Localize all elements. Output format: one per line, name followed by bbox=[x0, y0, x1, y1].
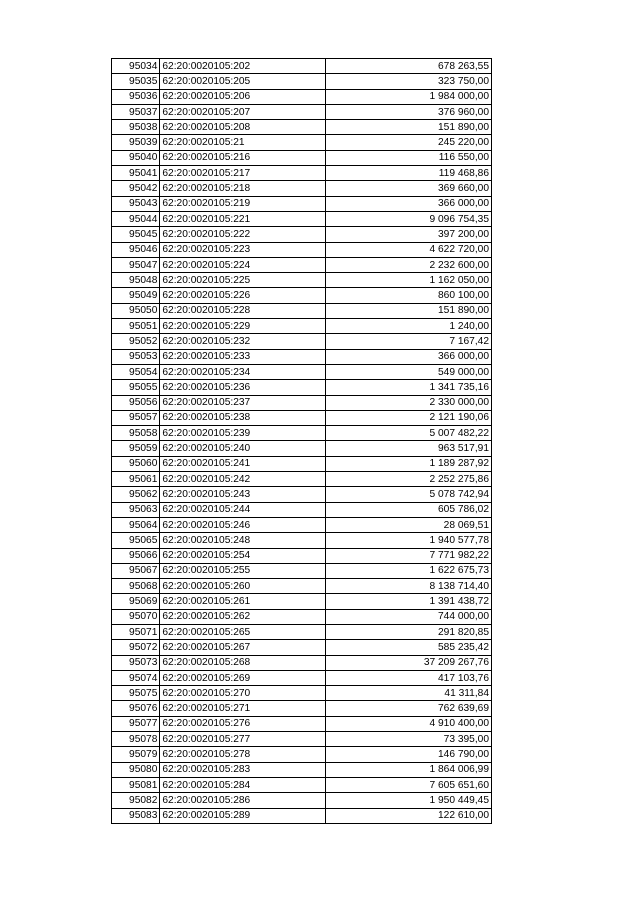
row-number-cell: 95065 bbox=[112, 533, 160, 548]
row-number-cell: 95079 bbox=[112, 747, 160, 762]
table-row bbox=[112, 716, 492, 731]
cadastral-number-cell: 62:20:0020105:260 bbox=[160, 579, 325, 594]
cadastral-number-cell: 62:20:0020105:267 bbox=[160, 640, 325, 655]
row-number-cell: 95052 bbox=[112, 334, 160, 349]
row-number-cell: 95056 bbox=[112, 395, 160, 410]
row-number-cell: 95067 bbox=[112, 563, 160, 578]
cadastral-number-cell: 62:20:0020105:236 bbox=[160, 380, 325, 395]
cadastral-number-cell: 62:20:0020105:238 bbox=[160, 410, 325, 425]
cadastral-value-cell: 116 550,00 bbox=[325, 150, 491, 165]
row-number-cell: 95047 bbox=[112, 257, 160, 272]
cadastral-number-cell: 62:20:0020105:218 bbox=[160, 181, 325, 196]
table-row bbox=[112, 273, 492, 288]
table-row bbox=[112, 426, 492, 441]
cadastral-value-cell: 744 000,00 bbox=[325, 609, 491, 624]
cadastral-number-cell: 62:20:0020105:248 bbox=[160, 533, 325, 548]
cadastral-number-cell: 62:20:0020105:234 bbox=[160, 364, 325, 379]
cadastral-value-cell: 2 121 190,06 bbox=[325, 410, 491, 425]
table-row bbox=[112, 594, 492, 609]
row-number-cell: 95049 bbox=[112, 288, 160, 303]
table-row bbox=[112, 808, 492, 823]
row-number-cell: 95072 bbox=[112, 640, 160, 655]
table-row bbox=[112, 686, 492, 701]
cadastral-value-cell: 963 517,91 bbox=[325, 441, 491, 456]
row-number-cell: 95051 bbox=[112, 319, 160, 334]
row-number-cell: 95053 bbox=[112, 349, 160, 364]
table-body bbox=[112, 59, 492, 824]
table-row bbox=[112, 334, 492, 349]
cadastral-value-cell: 366 000,00 bbox=[325, 349, 491, 364]
cadastral-value-cell: 7 605 651,60 bbox=[325, 777, 491, 792]
table-row bbox=[112, 288, 492, 303]
cadastral-value-cell: 549 000,00 bbox=[325, 364, 491, 379]
row-number-cell: 95054 bbox=[112, 364, 160, 379]
cadastral-number-cell: 62:20:0020105:229 bbox=[160, 319, 325, 334]
row-number-cell: 95057 bbox=[112, 410, 160, 425]
table-row bbox=[112, 579, 492, 594]
row-number-cell: 95069 bbox=[112, 594, 160, 609]
row-number-cell: 95070 bbox=[112, 609, 160, 624]
cadastral-number-cell: 62:20:0020105:277 bbox=[160, 732, 325, 747]
cadastral-value-cell: 73 395,00 bbox=[325, 732, 491, 747]
cadastral-number-cell: 62:20:0020105:228 bbox=[160, 303, 325, 318]
row-number-cell: 95042 bbox=[112, 181, 160, 196]
cadastral-number-cell: 62:20:0020105:205 bbox=[160, 74, 325, 89]
cadastral-number-cell: 62:20:0020105:224 bbox=[160, 257, 325, 272]
table-row bbox=[112, 456, 492, 471]
cadastral-number-cell: 62:20:0020105:243 bbox=[160, 487, 325, 502]
row-number-cell: 95075 bbox=[112, 686, 160, 701]
cadastral-number-cell: 62:20:0020105:270 bbox=[160, 686, 325, 701]
cadastral-value-cell: 1 950 449,45 bbox=[325, 793, 491, 808]
cadastral-number-cell: 62:20:0020105:221 bbox=[160, 211, 325, 226]
row-number-cell: 95048 bbox=[112, 273, 160, 288]
cadastral-value-cell: 7 167,42 bbox=[325, 334, 491, 349]
cadastral-value-cell: 2 330 000,00 bbox=[325, 395, 491, 410]
table-row bbox=[112, 319, 492, 334]
cadastral-number-cell: 62:20:0020105:246 bbox=[160, 517, 325, 532]
cadastral-value-cell: 585 235,42 bbox=[325, 640, 491, 655]
table-row bbox=[112, 120, 492, 135]
cadastral-number-cell: 62:20:0020105:239 bbox=[160, 426, 325, 441]
table-row bbox=[112, 472, 492, 487]
cadastral-number-cell: 62:20:0020105:269 bbox=[160, 670, 325, 685]
cadastral-number-cell: 62:20:0020105:219 bbox=[160, 196, 325, 211]
cadastral-value-cell: 1 240,00 bbox=[325, 319, 491, 334]
table-row bbox=[112, 181, 492, 196]
row-number-cell: 95034 bbox=[112, 59, 160, 74]
cadastral-number-cell: 62:20:0020105:206 bbox=[160, 89, 325, 104]
cadastral-number-cell: 62:20:0020105:262 bbox=[160, 609, 325, 624]
row-number-cell: 95080 bbox=[112, 762, 160, 777]
cadastral-value-cell: 397 200,00 bbox=[325, 227, 491, 242]
table-row bbox=[112, 395, 492, 410]
table-row bbox=[112, 487, 492, 502]
row-number-cell: 95062 bbox=[112, 487, 160, 502]
table-row bbox=[112, 793, 492, 808]
cadastral-value-cell: 7 771 982,22 bbox=[325, 548, 491, 563]
table-row bbox=[112, 533, 492, 548]
table-row bbox=[112, 548, 492, 563]
table-row bbox=[112, 640, 492, 655]
cadastral-number-cell: 62:20:0020105:240 bbox=[160, 441, 325, 456]
cadastral-value-cell: 1 984 000,00 bbox=[325, 89, 491, 104]
cadastral-number-cell: 62:20:0020105:237 bbox=[160, 395, 325, 410]
cadastral-number-cell: 62:20:0020105:284 bbox=[160, 777, 325, 792]
row-number-cell: 95060 bbox=[112, 456, 160, 471]
table-row bbox=[112, 364, 492, 379]
cadastral-number-cell: 62:20:0020105:268 bbox=[160, 655, 325, 670]
row-number-cell: 95083 bbox=[112, 808, 160, 823]
cadastral-number-cell: 62:20:0020105:232 bbox=[160, 334, 325, 349]
table-row bbox=[112, 59, 492, 74]
row-number-cell: 95073 bbox=[112, 655, 160, 670]
table-row bbox=[112, 747, 492, 762]
table-row bbox=[112, 150, 492, 165]
row-number-cell: 95035 bbox=[112, 74, 160, 89]
row-number-cell: 95078 bbox=[112, 732, 160, 747]
row-number-cell: 95068 bbox=[112, 579, 160, 594]
row-number-cell: 95058 bbox=[112, 426, 160, 441]
row-number-cell: 95055 bbox=[112, 380, 160, 395]
row-number-cell: 95059 bbox=[112, 441, 160, 456]
cadastral-value-cell: 151 890,00 bbox=[325, 120, 491, 135]
cadastral-number-cell: 62:20:0020105:286 bbox=[160, 793, 325, 808]
table-row bbox=[112, 349, 492, 364]
table-row bbox=[112, 624, 492, 639]
cadastral-value-cell: 5 007 482,22 bbox=[325, 426, 491, 441]
row-number-cell: 95043 bbox=[112, 196, 160, 211]
cadastral-value-cell: 605 786,02 bbox=[325, 502, 491, 517]
cadastral-value-cell: 9 096 754,35 bbox=[325, 211, 491, 226]
table-row bbox=[112, 670, 492, 685]
cadastral-value-cell: 146 790,00 bbox=[325, 747, 491, 762]
table-row bbox=[112, 89, 492, 104]
cadastral-number-cell: 62:20:0020105:244 bbox=[160, 502, 325, 517]
cadastral-value-cell: 762 639,69 bbox=[325, 701, 491, 716]
cadastral-number-cell: 62:20:0020105:207 bbox=[160, 104, 325, 119]
cadastral-number-cell: 62:20:0020105:208 bbox=[160, 120, 325, 135]
table-row bbox=[112, 166, 492, 181]
cadastral-value-cell: 1 341 735,16 bbox=[325, 380, 491, 395]
table-row bbox=[112, 410, 492, 425]
cadastral-value-cell: 1 162 050,00 bbox=[325, 273, 491, 288]
cadastral-value-cell: 8 138 714,40 bbox=[325, 579, 491, 594]
cadastral-value-cell: 2 252 275,86 bbox=[325, 472, 491, 487]
table-row bbox=[112, 762, 492, 777]
cadastral-number-cell: 62:20:0020105:226 bbox=[160, 288, 325, 303]
cadastral-value-cell: 245 220,00 bbox=[325, 135, 491, 150]
cadastral-value-cell: 678 263,55 bbox=[325, 59, 491, 74]
cadastral-value-cell: 151 890,00 bbox=[325, 303, 491, 318]
cadastral-number-cell: 62:20:0020105:233 bbox=[160, 349, 325, 364]
cadastral-number-cell: 62:20:0020105:265 bbox=[160, 624, 325, 639]
cadastral-value-cell: 41 311,84 bbox=[325, 686, 491, 701]
cadastral-number-cell: 62:20:0020105:261 bbox=[160, 594, 325, 609]
row-number-cell: 95046 bbox=[112, 242, 160, 257]
table-row bbox=[112, 227, 492, 242]
row-number-cell: 95061 bbox=[112, 472, 160, 487]
table-row bbox=[112, 257, 492, 272]
cadastral-number-cell: 62:20:0020105:289 bbox=[160, 808, 325, 823]
table-row bbox=[112, 303, 492, 318]
row-number-cell: 95040 bbox=[112, 150, 160, 165]
row-number-cell: 95036 bbox=[112, 89, 160, 104]
table-row bbox=[112, 777, 492, 792]
table-row bbox=[112, 104, 492, 119]
cadastral-value-cell: 1 391 438,72 bbox=[325, 594, 491, 609]
cadastral-value-cell: 119 468,86 bbox=[325, 166, 491, 181]
table-row bbox=[112, 441, 492, 456]
cadastral-value-cell: 28 069,51 bbox=[325, 517, 491, 532]
cadastral-value-cell: 1 189 287,92 bbox=[325, 456, 491, 471]
cadastral-number-cell: 62:20:0020105:242 bbox=[160, 472, 325, 487]
cadastral-value-cell: 291 820,85 bbox=[325, 624, 491, 639]
row-number-cell: 95074 bbox=[112, 670, 160, 685]
row-number-cell: 95081 bbox=[112, 777, 160, 792]
cadastral-value-cell: 417 103,76 bbox=[325, 670, 491, 685]
cadastral-value-cell: 323 750,00 bbox=[325, 74, 491, 89]
cadastral-number-cell: 62:20:0020105:254 bbox=[160, 548, 325, 563]
cadastral-value-cell: 860 100,00 bbox=[325, 288, 491, 303]
row-number-cell: 95044 bbox=[112, 211, 160, 226]
cadastral-value-cell: 5 078 742,94 bbox=[325, 487, 491, 502]
cadastral-number-cell: 62:20:0020105:217 bbox=[160, 166, 325, 181]
row-number-cell: 95038 bbox=[112, 120, 160, 135]
cadastral-number-cell: 62:20:0020105:283 bbox=[160, 762, 325, 777]
table-row bbox=[112, 242, 492, 257]
cadastral-number-cell: 62:20:0020105:222 bbox=[160, 227, 325, 242]
cadastral-number-cell: 62:20:0020105:216 bbox=[160, 150, 325, 165]
row-number-cell: 95066 bbox=[112, 548, 160, 563]
table-row bbox=[112, 517, 492, 532]
cadastral-number-cell: 62:20:0020105:202 bbox=[160, 59, 325, 74]
cadastral-value-cell: 37 209 267,76 bbox=[325, 655, 491, 670]
cadastral-number-cell: 62:20:0020105:241 bbox=[160, 456, 325, 471]
table-row bbox=[112, 74, 492, 89]
table-row bbox=[112, 563, 492, 578]
cadastral-number-cell: 62:20:0020105:223 bbox=[160, 242, 325, 257]
cadastral-value-cell: 376 960,00 bbox=[325, 104, 491, 119]
cadastral-number-cell: 62:20:0020105:278 bbox=[160, 747, 325, 762]
cadastral-value-cell: 4 622 720,00 bbox=[325, 242, 491, 257]
table-row bbox=[112, 196, 492, 211]
cadastral-value-cell: 366 000,00 bbox=[325, 196, 491, 211]
table-row bbox=[112, 211, 492, 226]
cadastral-value-cell: 1 940 577,78 bbox=[325, 533, 491, 548]
row-number-cell: 95041 bbox=[112, 166, 160, 181]
table-row bbox=[112, 732, 492, 747]
row-number-cell: 95076 bbox=[112, 701, 160, 716]
cadastral-number-cell: 62:20:0020105:21 bbox=[160, 135, 325, 150]
cadastral-value-cell: 4 910 400,00 bbox=[325, 716, 491, 731]
cadastral-value-cell: 2 232 600,00 bbox=[325, 257, 491, 272]
cadastral-value-table bbox=[111, 58, 492, 824]
table-row bbox=[112, 135, 492, 150]
cadastral-number-cell: 62:20:0020105:271 bbox=[160, 701, 325, 716]
cadastral-value-cell: 1 864 006,99 bbox=[325, 762, 491, 777]
row-number-cell: 95063 bbox=[112, 502, 160, 517]
cadastral-number-cell: 62:20:0020105:276 bbox=[160, 716, 325, 731]
cadastral-value-cell: 122 610,00 bbox=[325, 808, 491, 823]
table-row bbox=[112, 502, 492, 517]
table-row bbox=[112, 609, 492, 624]
row-number-cell: 95050 bbox=[112, 303, 160, 318]
row-number-cell: 95039 bbox=[112, 135, 160, 150]
cadastral-number-cell: 62:20:0020105:255 bbox=[160, 563, 325, 578]
row-number-cell: 95082 bbox=[112, 793, 160, 808]
cadastral-value-cell: 369 660,00 bbox=[325, 181, 491, 196]
row-number-cell: 95077 bbox=[112, 716, 160, 731]
table-row bbox=[112, 655, 492, 670]
row-number-cell: 95045 bbox=[112, 227, 160, 242]
row-number-cell: 95071 bbox=[112, 624, 160, 639]
table-row bbox=[112, 701, 492, 716]
row-number-cell: 95064 bbox=[112, 517, 160, 532]
cadastral-value-cell: 1 622 675,73 bbox=[325, 563, 491, 578]
cadastral-number-cell: 62:20:0020105:225 bbox=[160, 273, 325, 288]
table-row bbox=[112, 380, 492, 395]
row-number-cell: 95037 bbox=[112, 104, 160, 119]
